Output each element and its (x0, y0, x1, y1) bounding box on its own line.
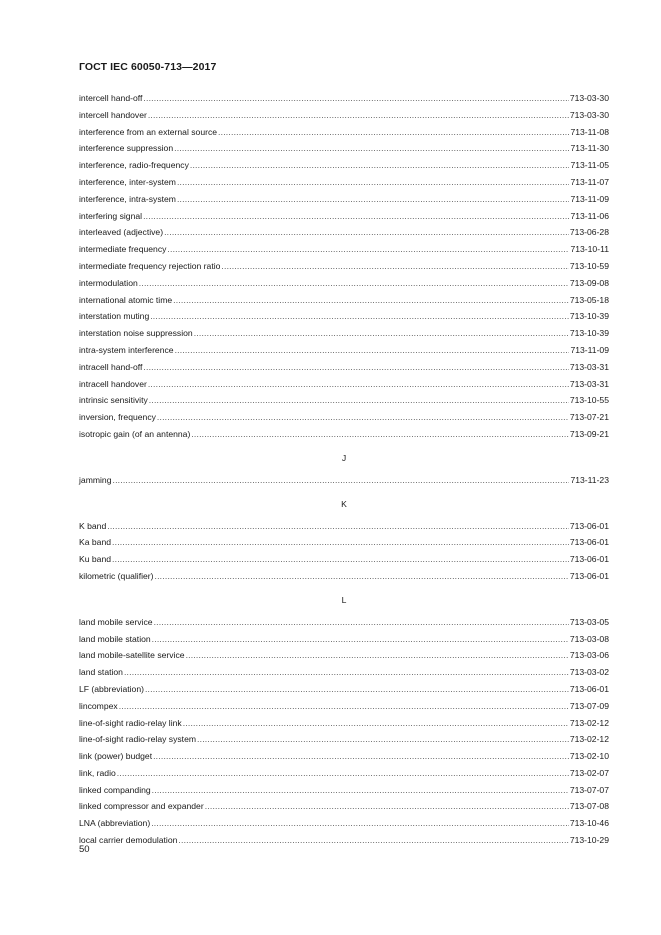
index-entry (79, 224, 609, 241)
entry-reference: 713-10-55 (569, 395, 609, 406)
dot-leader (155, 568, 569, 585)
dot-leader (150, 308, 569, 325)
index-entry (79, 518, 609, 535)
index-entry (79, 90, 609, 107)
index-entry (79, 551, 609, 568)
dot-leader (112, 472, 569, 489)
entry-term: inversion, frequency (79, 412, 156, 423)
entry-term: linked compressor and expander (79, 801, 204, 812)
entry-term: land mobile service (79, 616, 153, 627)
dot-leader (143, 359, 568, 376)
index-entry (79, 731, 609, 748)
entry-term: LF (abbreviation) (79, 683, 144, 694)
index-entry (79, 472, 609, 489)
section-letter: J (341, 452, 347, 463)
entry-reference: 713-06-01 (569, 537, 609, 548)
entry-reference: 713-07-07 (569, 784, 609, 795)
entry-term: line-of-sight radio-relay link (79, 717, 182, 728)
entry-reference: 713-09-21 (569, 428, 609, 439)
entry-reference: 713-10-39 (569, 311, 609, 322)
index-entry (79, 409, 609, 426)
entry-term: interstation muting (79, 311, 150, 322)
dot-leader (143, 208, 569, 225)
index-entry (79, 782, 609, 799)
entry-term: intracell handover (79, 378, 147, 389)
index-entry (79, 748, 609, 765)
entry-reference: 713-02-12 (569, 717, 609, 728)
page-number: 50 (79, 844, 90, 855)
entry-reference: 713-11-09 (570, 193, 609, 204)
entry-reference: 713-10-29 (569, 835, 609, 846)
dot-leader (205, 798, 569, 815)
dot-leader (107, 518, 569, 535)
dot-leader (117, 765, 569, 782)
entry-reference: 713-03-30 (569, 93, 609, 103)
index-entry (79, 698, 609, 715)
index-entry (79, 342, 609, 359)
entry-reference: 713-06-01 (569, 520, 609, 531)
dot-leader (178, 832, 568, 849)
dot-leader (145, 681, 569, 698)
index-entry (79, 359, 609, 376)
entry-term: intracell hand-off (79, 361, 143, 372)
section-letter: L (341, 594, 347, 605)
entry-term: link (power) budget (79, 751, 153, 762)
entry-term: interference, radio-frequency (79, 160, 189, 171)
entry-reference: 713-07-09 (569, 700, 609, 711)
alphabetical-index (79, 90, 609, 849)
index-entry (79, 376, 609, 393)
dot-leader (174, 140, 569, 157)
entry-term: line-of-sight radio-relay system (79, 734, 197, 745)
entry-reference: 713-10-59 (569, 260, 609, 271)
entry-term: interleaved (adjective) (79, 227, 164, 238)
entry-term: local carrier demodulation (79, 835, 178, 846)
entry-term: interference, inter-system (79, 176, 176, 187)
entry-reference: 713-11-09 (570, 344, 609, 355)
entry-term: intercell handover (79, 109, 147, 120)
entry-reference: 713-11-07 (570, 176, 609, 187)
entry-term: interference, intra-system (79, 193, 176, 204)
entry-term: international atomic time (79, 294, 173, 305)
entry-reference: 713-06-01 (569, 683, 609, 694)
entry-reference: 713-07-08 (569, 801, 609, 812)
entry-reference: 713-09-08 (569, 277, 609, 288)
dot-leader (112, 534, 569, 551)
entry-term: jamming (79, 474, 112, 485)
entry-term: intrinsic sensitivity (79, 395, 148, 406)
entry-term: Ka band (79, 537, 112, 548)
entry-reference: 713-02-12 (569, 734, 609, 745)
dot-leader (151, 815, 569, 832)
entry-reference: 713-03-02 (569, 667, 609, 678)
entry-reference: 713-11-06 (570, 210, 609, 221)
dot-leader (218, 124, 569, 141)
section-letter: K (341, 498, 347, 509)
entry-reference: 713-11-23 (570, 474, 609, 485)
entry-term: land station (79, 667, 123, 678)
dot-leader (164, 224, 569, 241)
index-entry (79, 140, 609, 157)
dot-leader (157, 409, 569, 426)
index-entry (79, 534, 609, 551)
entry-term: interstation noise suppression (79, 328, 193, 339)
entry-reference: 713-10-46 (569, 818, 609, 829)
index-entry (79, 325, 609, 342)
dot-leader (191, 426, 569, 443)
entry-reference: 713-03-08 (569, 633, 609, 644)
index-entry (79, 392, 609, 409)
dot-leader (197, 731, 569, 748)
dot-leader (119, 698, 569, 715)
entry-term: K band (79, 520, 107, 531)
dot-leader (167, 241, 569, 258)
index-entry (79, 664, 609, 681)
dot-leader (175, 342, 570, 359)
index-entry (79, 647, 609, 664)
entry-reference: 713-05-18 (569, 294, 609, 305)
index-entry (79, 715, 609, 732)
entry-term: linked companding (79, 784, 151, 795)
entry-reference: 713-03-31 (569, 378, 609, 389)
entry-reference: 713-11-05 (570, 160, 609, 171)
index-entry (79, 308, 609, 325)
entry-term: intermediate frequency (79, 244, 167, 255)
entry-reference: 713-03-06 (569, 650, 609, 661)
entry-reference: 713-06-28 (569, 227, 609, 238)
entry-reference: 713-11-08 (570, 126, 609, 137)
index-entry (79, 426, 609, 443)
entry-term: intermediate frequency rejection ratio (79, 260, 221, 271)
entry-reference: 713-02-07 (569, 767, 609, 778)
index-entry (79, 275, 609, 292)
index-entry (79, 191, 609, 208)
entry-reference: 713-03-31 (569, 361, 609, 372)
document-header: ГОСТ IEC 60050-713—2017 (79, 61, 217, 73)
dot-leader (152, 782, 569, 799)
dot-leader (152, 631, 569, 648)
dot-leader (183, 715, 569, 732)
entry-term: kilometric (qualifier) (79, 570, 154, 581)
index-entry (79, 798, 609, 815)
dot-leader (194, 325, 569, 342)
entry-reference: 713-06-01 (569, 570, 609, 581)
dot-leader (186, 647, 569, 664)
dot-leader (221, 258, 568, 275)
dot-leader (154, 614, 569, 631)
index-entry (79, 107, 609, 124)
entry-term: land mobile-satellite service (79, 650, 185, 661)
index-entry (79, 241, 609, 258)
entry-term: intermodulation (79, 277, 138, 288)
entry-term: interfering signal (79, 210, 143, 221)
index-entry (79, 258, 609, 275)
index-entry (79, 614, 609, 631)
entry-reference: 713-07-21 (569, 412, 609, 423)
dot-leader (139, 275, 569, 292)
dot-leader (149, 392, 569, 409)
dot-leader (177, 174, 570, 191)
entry-term: intra-system interference (79, 344, 174, 355)
entry-term: lincompex (79, 700, 118, 711)
entry-term: Ku band (79, 554, 112, 565)
dot-leader (148, 376, 569, 393)
entry-term: interference from an external source (79, 126, 218, 137)
dot-leader (143, 90, 568, 107)
entry-term: isotropic gain (of an antenna) (79, 428, 191, 439)
index-entry (79, 292, 609, 309)
index-entry (79, 815, 609, 832)
dot-leader (173, 292, 569, 309)
entry-term: intercell hand-off (79, 93, 143, 103)
entry-term: land mobile station (79, 633, 151, 644)
entry-reference: 713-10-11 (570, 244, 609, 255)
index-entry (79, 124, 609, 141)
index-entry (79, 832, 609, 849)
entry-reference: 713-11-30 (570, 143, 609, 154)
entry-term: LNA (abbreviation) (79, 818, 151, 829)
index-entry (79, 208, 609, 225)
entry-term: link, radio (79, 767, 116, 778)
index-entry (79, 568, 609, 585)
dot-leader (124, 664, 569, 681)
dot-leader (112, 551, 569, 568)
index-entry (79, 681, 609, 698)
dot-leader (190, 157, 570, 174)
dot-leader (177, 191, 570, 208)
entry-reference: 713-03-30 (569, 109, 609, 120)
index-entry (79, 174, 609, 191)
dot-leader (148, 107, 569, 124)
dot-leader (153, 748, 569, 765)
index-entry (79, 631, 609, 648)
entry-reference: 713-06-01 (569, 554, 609, 565)
entry-reference: 713-10-39 (569, 328, 609, 339)
entry-reference: 713-03-05 (569, 616, 609, 627)
entry-reference: 713-02-10 (569, 751, 609, 762)
index-entry (79, 157, 609, 174)
index-entry (79, 765, 609, 782)
entry-term: interference suppression (79, 143, 174, 154)
